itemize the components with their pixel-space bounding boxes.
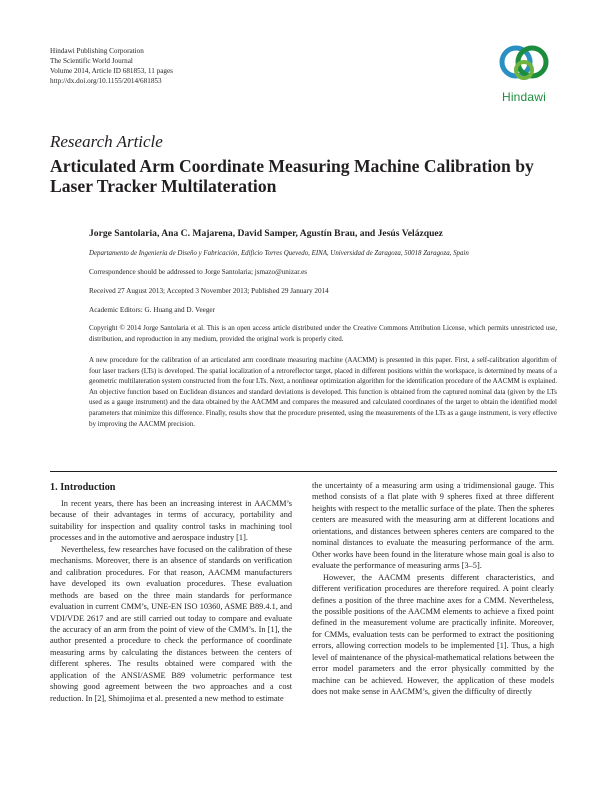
journal-header bbox=[50, 46, 173, 86]
abstract: A new procedure for the calibration of an articulated arm coordinate measuring machine (AACMM) is presented in this paper. First, a self-calibration algorithm of four laser trackers (LTs) is developed. The spatial localization of a retroreflector target, placed in different positions within the workspace, is determined by means of a geometric multilateration system constructed from the four LTs. Next, a nonlinear optimization algorithm for the identification procedure of the AACMM is explained. An objective function based on Euclidean distances and standard deviations is developed. This function is obtained from the captured nominal data (given by the LTs used as a gauge instrument) and the data obtained by the AACMM and compares the measured and calculated coordinates of the target to obtain the identified model parameters that minimize this difference. Finally, results show that the procedure presented, using the measurements of the LTs as a gauge instrument, is very effective by improving the AACMM precision. bbox=[89, 356, 557, 428]
paragraph: Nevertheless, few researches have focused on the calibration of these mechanisms. Moreover, there is an absence of standards on verification and calibration procedures. For that reason, AACMM manufacturers have developed its own evaluation procedures. These evaluation methods are based on the three main standards for performance evaluation in current CMM’s, UNE-EN ISO 10360, ASME B89.4.1, and VDI/VDE 2617 and are still carried out today to compare and evaluate the accuracy of an arm from the point of view of the CMM’s. In [1], the author presented a procedure to check the performance of coordinate measuring arms by calculating the distances between the centers of different spheres. The results obtained were compared with the application of the ANSI/ASME B89 volumetric performance test showing good agreement between the two approaches and a cost reduction. In [2], Shimojima et al. presented a new method to estimate bbox=[50, 544, 292, 703]
hindawi-logo bbox=[494, 40, 554, 110]
left-column bbox=[50, 498, 292, 704]
paragraph: In recent years, there has been an increasing interest in AACMM’s because of their advantages in terms of accuracy, portability and suitability for inspection and quality control tasks in machining tool processes and in the automotive and aerospace industry [1]. bbox=[50, 499, 292, 543]
logo-wordmark: Hindawi bbox=[501, 90, 547, 104]
section-heading: 1. Introduction bbox=[50, 482, 116, 493]
academic-editors: Academic Editors: G. Huang and D. Veeger bbox=[89, 306, 216, 314]
publisher-name: Hindawi Publishing Corporation bbox=[50, 47, 144, 55]
affiliation: Departamento de Ingeniería de Diseño y Fabricación, Edificio Torres Quevedo, EINA, Universidad de Zaragoza, 50018 Zaragoza, Spain bbox=[89, 250, 469, 257]
paragraph: However, the AACMM presents different characteristics, and different verification procedures are therefore required. A point clearly defines a position of the three machine axes for a CMM. Nevertheless, the possible positions of the AACMM elements to achieve a fixed point defined in the measurement volume are practically infinite. Moreover, for CMMs, evaluation tests can be performed to extract the positioning errors, allowing correction models to be implemented [1]. Thus, a high level of maintenance of the physical-mathematical relations between the error model parameters and the error physically committed by the machine can be achieved. However, the application of these models does not make sense in AACMM’s, given the difficulty of directly bbox=[312, 572, 554, 697]
doi-link[interactable]: http://dx.doi.org/10.1155/2014/681853 bbox=[50, 77, 162, 85]
journal-name: The Scientific World Journal bbox=[50, 57, 133, 65]
article-title: Articulated Arm Coordinate Measuring Machine Calibration by Laser Tracker Multilateration bbox=[50, 156, 534, 196]
correspondence: Correspondence should be addressed to Jorge Santolaria; jsmazo@unizar.es bbox=[89, 268, 308, 276]
article-type: Research Article bbox=[50, 132, 163, 151]
paragraph: the uncertainty of a measuring arm using a tridimensional gauge. This method consists of a flat plate with 9 spheres fixed at three different heights with respect to the metallic surface of the plate. Then the spheres centers are measured with the measuring arm at different locations and orientations, and distances between spheres centers are compared to the nominal distances to evaluate the measuring performance of the arm. Other works have been found in the literature whose main goal is also to evaluate the performance of measuring arms [3–5]. bbox=[312, 481, 554, 571]
volume-info: Volume 2014, Article ID 681853, 11 pages bbox=[50, 67, 173, 75]
hindawi-logo-icon bbox=[494, 40, 554, 90]
section-divider bbox=[50, 471, 557, 472]
right-column bbox=[312, 480, 554, 698]
copyright-notice: Copyright © 2014 Jorge Santolaria et al. This is an open access article distributed under the Creative Commons Attribution License, which permits unrestricted use, distribution, and reproduction in any medium, provided the original work is properly cited. bbox=[89, 324, 557, 343]
article-dates: Received 27 August 2013; Accepted 3 November 2013; Published 29 January 2014 bbox=[89, 287, 329, 295]
author-list: Jorge Santolaria, Ana C. Majarena, David Samper, Agustín Brau, and Jesús Velázquez bbox=[89, 228, 443, 239]
